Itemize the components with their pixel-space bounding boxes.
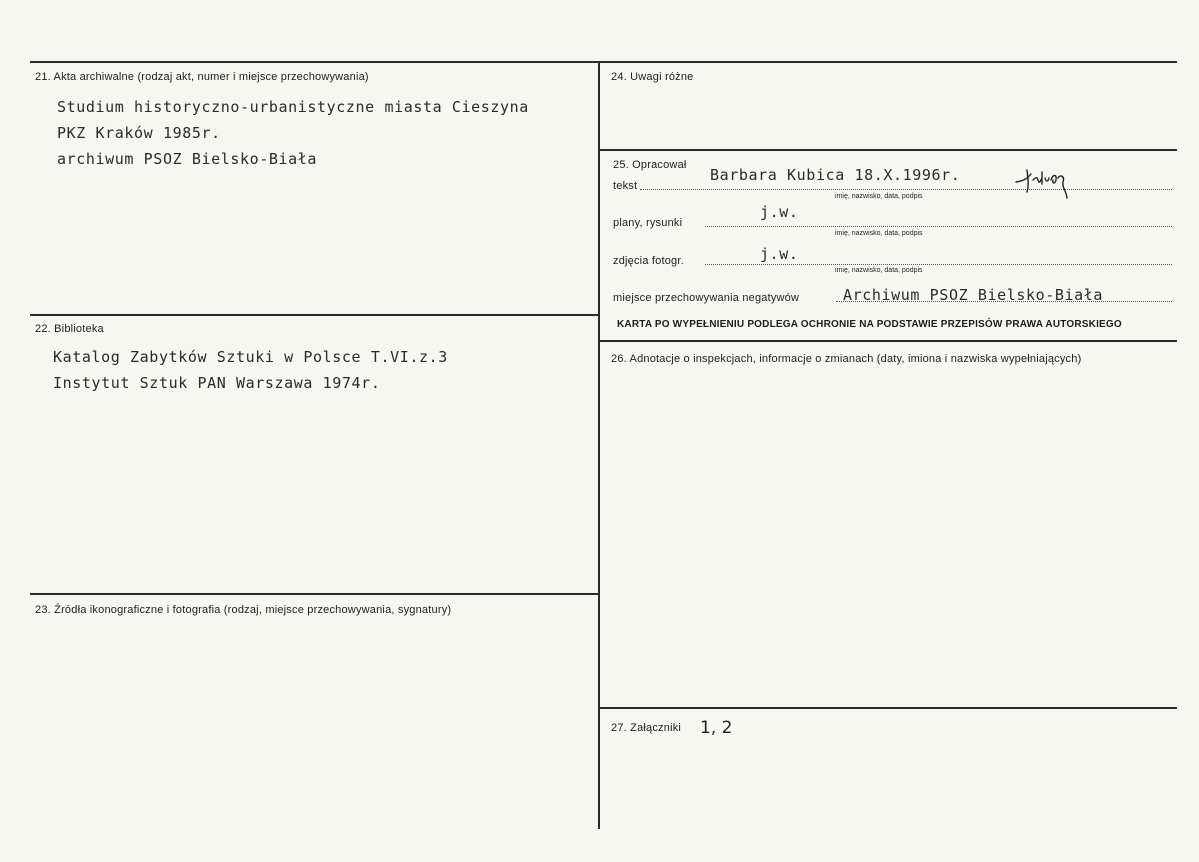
section-26-label: 26. Adnotacje o inspekcjach, informacje o zmianach (daty, imiona i nazwiska wypełniających) (611, 353, 1082, 365)
section-24-label: 24. Uwagi różne (611, 71, 694, 83)
rule-22-23 (30, 593, 599, 595)
tekst-label: tekst (613, 180, 638, 192)
section-27-label: 27. Załączniki (611, 722, 682, 734)
zdjecia-value: j.w. (760, 245, 799, 263)
copyright-note: KARTA PO WYPEŁNIENIU PODLEGA OCHRONIE NA PODSTAWIE PRZEPISÓW PRAWA AUTORSKIEGO (617, 319, 1122, 330)
rule-25-26 (599, 340, 1177, 342)
plany-caption: imię, nazwisko, data, podpis (835, 230, 923, 237)
section-21-line-1: Studium historyczno-urbanistyczne miasta Cieszyna (57, 98, 529, 116)
rule-24-25 (599, 149, 1177, 151)
section-21-label: 21. Akta archiwalne (rodzaj akt, numer i miejsce przechowywania) (35, 71, 369, 83)
section-21-line-3: archiwum PSOZ Bielsko-Biała (57, 150, 318, 168)
zdjecia-dotted-line (705, 264, 1172, 265)
tekst-caption: imię, nazwisko, data, podpis (835, 193, 923, 200)
rule-26-27 (599, 707, 1177, 709)
zdjecia-label: zdjęcia fotogr. (613, 255, 684, 267)
zdjecia-caption: imię, nazwisko, data, podpis (835, 267, 923, 274)
center-divider (598, 61, 600, 829)
section-22-label: 22. Biblioteka (35, 323, 104, 335)
negatywy-label: miejsce przechowywania negatywów (613, 292, 800, 304)
tekst-value: Barbara Kubica 18.X.1996r. (710, 166, 961, 184)
section-21-line-2: PKZ Kraków 1985r. (57, 124, 221, 142)
section-22-line-1: Katalog Zabytków Sztuki w Polsce T.VI.z.3 (53, 348, 448, 366)
signature-icon (1013, 164, 1075, 200)
plany-value: j.w. (760, 203, 799, 221)
tekst-dotted-line (640, 189, 1172, 190)
section-23-label: 23. Źródła ikonograficzne i fotografia (rodzaj, miejsce przechowywania, sygnatury) (35, 604, 452, 616)
negatywy-value: Archiwum PSOZ Bielsko-Biała (843, 286, 1104, 304)
top-rule (30, 61, 1177, 63)
section-25-label: 25. Opracował (613, 159, 687, 171)
section-22-line-2: Instytut Sztuk PAN Warszawa 1974r. (53, 374, 381, 392)
plany-label: plany, rysunki (613, 217, 683, 229)
rule-21-22 (30, 314, 599, 316)
section-27-value: 1, 2 (700, 718, 733, 738)
plany-dotted-line (705, 226, 1172, 227)
